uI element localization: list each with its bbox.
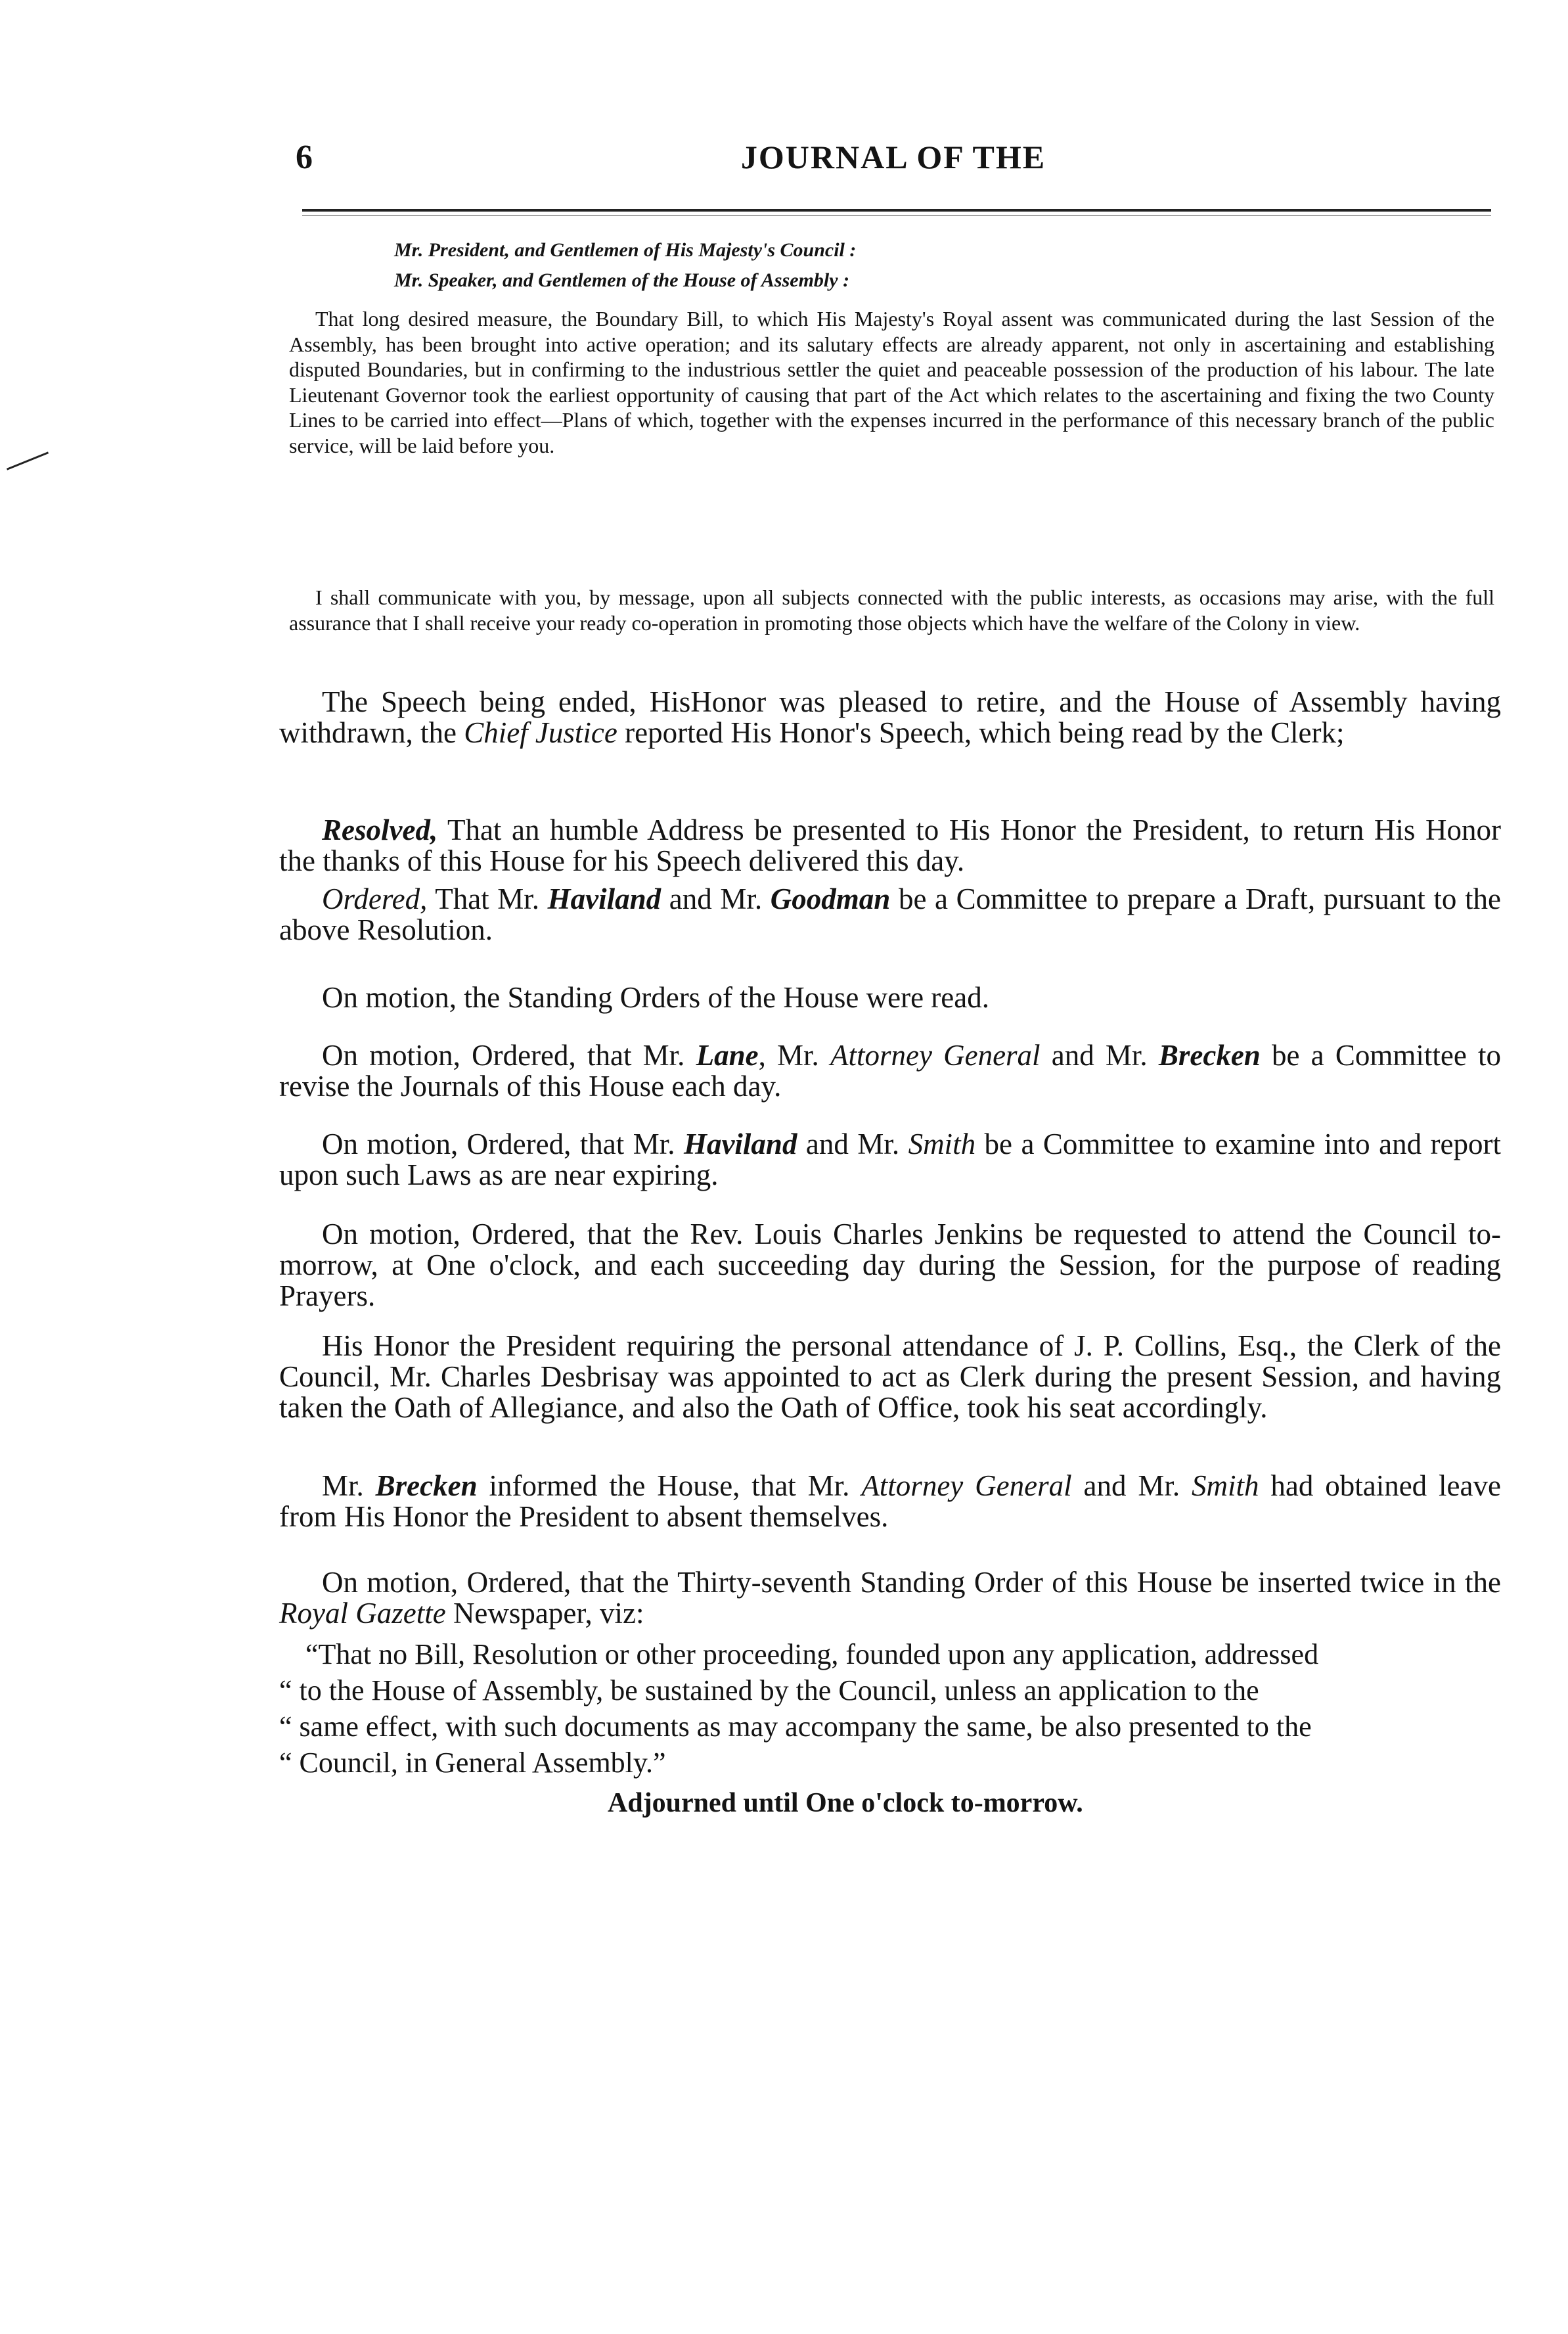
leave-text-d: and Mr.: [1071, 1469, 1192, 1502]
paragraph-leave-of-absence: [279, 1471, 1501, 1532]
paragraph-resolved: [279, 815, 1501, 877]
leave-name-brecken: Brecken: [375, 1469, 478, 1502]
paragraph-standing-orders: On motion, the Standing Orders of the House were read.: [322, 981, 989, 1014]
journals-text-a: On motion, Ordered, that Mr.: [322, 1039, 696, 1072]
ordered-text-b: That Mr.: [427, 882, 548, 915]
ordered-text-f: be a Committee to prepare a Draft, pursuant to the above Resolution.: [279, 882, 1501, 946]
paragraph-laws-committee: [279, 1129, 1501, 1191]
ordered-name-goodman: Goodman: [770, 882, 891, 915]
running-title: JOURNAL OF THE: [740, 139, 1046, 175]
journals-text-g: be a Committee to revise the Journals of this House each day.: [279, 1039, 1501, 1103]
journals-text-c: , Mr.: [758, 1039, 830, 1072]
resolved-label: Resolved,: [322, 813, 438, 846]
journals-name-lane: Lane: [696, 1039, 759, 1072]
speech-ended-chief-justice: Chief Justice: [464, 716, 617, 749]
header-rule-thin: [302, 215, 1491, 216]
page-number: 6: [296, 139, 313, 176]
ordered-label: Ordered,: [322, 882, 428, 915]
leave-prefix: Mr.: [322, 1469, 376, 1502]
laws-text-c: and Mr.: [797, 1128, 908, 1160]
resolved-text: That an humble Address be presented to His Honor the President, to return His Honor the thanks of this House for his Speech delivered this day.: [279, 813, 1501, 877]
paragraph-ordered: [279, 884, 1501, 946]
margin-pen-mark: [7, 451, 49, 470]
leave-text-b: informed the House, that Mr.: [477, 1469, 862, 1502]
quote-line: “ to the House of Assembly, be sustained by the Council, unless an application to the: [279, 1674, 1259, 1706]
speech-ended-text-a: The Speech being ended, HisHonor was pleased to retire, and the House of Assembly having withdrawn, the: [279, 685, 1501, 749]
paragraph-gazette: [279, 1567, 1501, 1629]
paragraph-speech-ended: [279, 687, 1501, 748]
paragraph-prayers: On motion, Ordered, that the Rev. Louis Charles Jenkins be requested to attend the Council to-morrow, at One o'clock, and each succeeding day during the Session, for the purpose of reading Prayers.: [279, 1218, 1501, 1312]
paragraph-clerk-appointed: His Honor the President requiring the personal attendance of J. P. Collins, Esq., the Clerk of the Council, Mr. Charles Desbrisay was appointed to act as Clerk during the present Session, and having taken the Oath of Allegiance, and also the Oath of Office, took his seat accordingly.: [279, 1329, 1501, 1424]
header-rule: [302, 209, 1491, 212]
gazette-text-c: Newspaper, viz:: [445, 1597, 644, 1630]
leave-name-smith: Smith: [1191, 1469, 1259, 1502]
laws-name-smith: Smith: [908, 1128, 976, 1160]
journals-name-brecken: Brecken: [1158, 1039, 1261, 1072]
adjourned-line: Adjourned until One o'clock to-morrow.: [608, 1788, 1083, 1818]
ordered-text-d: and Mr.: [661, 882, 771, 915]
quote-line: “ Council, in General Assembly.”: [279, 1747, 666, 1779]
laws-name-haviland: Haviland: [683, 1128, 797, 1160]
journals-name-attorney-general: Attorney General: [830, 1039, 1041, 1072]
speech-ended-text-c: reported His Honor's Speech, which being read by the Clerk;: [617, 716, 1345, 749]
gazette-royal-gazette: Royal Gazette: [279, 1597, 446, 1630]
leave-name-attorney-general: Attorney General: [861, 1469, 1072, 1502]
paragraph-journals-committee: [279, 1040, 1501, 1102]
speech-paragraph-communicate: I shall communicate with you, by message, upon all subjects connected with the public interests, as occasions may arise, with the full assurance that I shall receive your ready co-operation in promoting those objects which have the welfare of the Colony in view.: [289, 585, 1494, 635]
page-header: [289, 138, 1498, 191]
journals-text-e: and Mr.: [1040, 1039, 1159, 1072]
leave-text-f: had obtained leave from His Honor the President to absent themselves.: [279, 1469, 1501, 1533]
quote-line: “ same effect, with such documents as may accompany the same, be also presented to the: [279, 1710, 1312, 1743]
quote-line: “That no Bill, Resolution or other proceeding, founded upon any application, addressed: [305, 1638, 1319, 1670]
laws-text-a: On motion, Ordered, that Mr.: [322, 1128, 684, 1160]
speech-paragraph-boundary-bill: That long desired measure, the Boundary Bill, to which His Majesty's Royal assent was communicated during the last Session of the Assembly, has been brought into active operation; and its salutary effects are already apparent, not only in ascertaining and establishing disputed Boundaries, but in confirming to the industrious settler the quiet and peaceable possession of the production of his labour. The late Lieutenant Governor took the earliest opportunity of causing that part of the Act which relates to the ascertaining and fixing the two County Lines to be carried into effect—Plans of which, together with the expenses incurred in the performance of this necessary branch of the public service, will be laid before you.: [289, 307, 1494, 457]
laws-text-e: be a Committee to examine into and report upon such Laws as are near expiring.: [279, 1128, 1501, 1191]
gazette-text-a: On motion, Ordered, that the Thirty-seventh Standing Order of this House be inserted twice in the: [322, 1566, 1501, 1599]
salutation-assembly: Mr. Speaker, and Gentlemen of the House of Assembly :: [394, 269, 850, 291]
salutation-council: Mr. President, and Gentlemen of His Majesty's Council :: [394, 239, 857, 261]
standing-order-quote: [279, 1636, 1501, 1781]
ordered-name-haviland: Haviland: [547, 882, 661, 915]
